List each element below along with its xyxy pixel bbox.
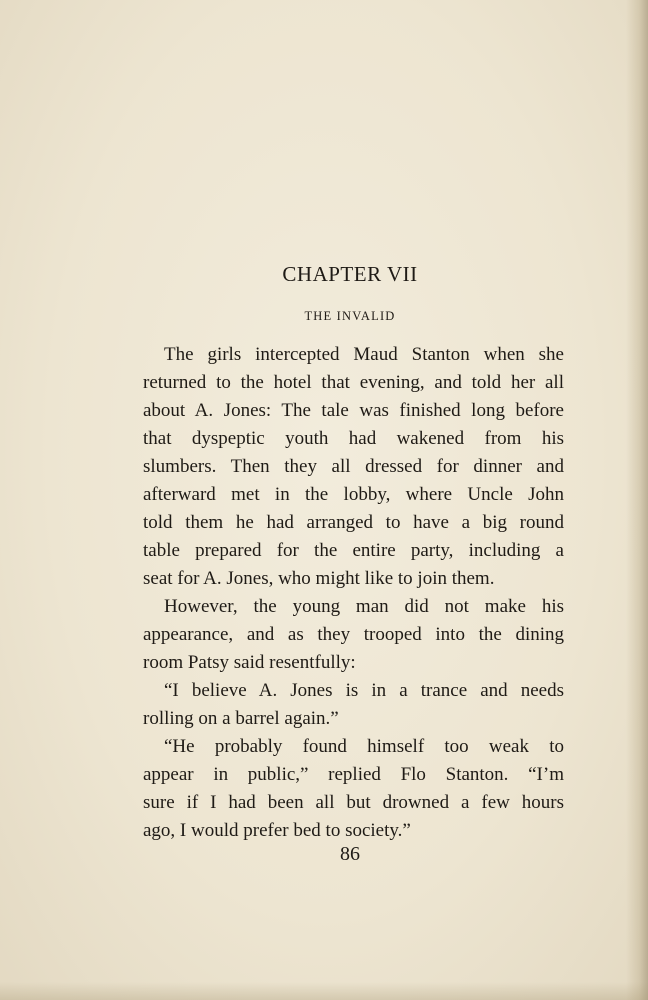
- text-line: rolling on a barrel again.”: [143, 708, 339, 729]
- text-line: However, the young man did not make his: [164, 596, 564, 617]
- text-line: returned to the hotel that evening, and told her all: [143, 372, 564, 393]
- text-line: seat for A. Jones, who might like to join them.: [143, 568, 495, 589]
- chapter-number: CHAPTER VII: [282, 262, 418, 286]
- text-line: sure if I had been all but drowned a few hours: [143, 792, 564, 813]
- page-bottom-shadow: [0, 982, 648, 1000]
- text-line: “I believe A. Jones is in a trance and needs: [164, 680, 564, 701]
- text-line: ago, I would prefer bed to society.”: [143, 820, 411, 841]
- text-line: afterward met in the lobby, where Uncle John: [143, 484, 564, 505]
- chapter-title: THE INVALID: [304, 309, 396, 323]
- body-text: [143, 341, 564, 845]
- page-number: 86: [340, 843, 360, 865]
- text-line: “He probably found himself too weak to: [164, 736, 564, 757]
- text-line: The girls intercepted Maud Stanton when she: [164, 344, 564, 365]
- text-line: table prepared for the entire party, including a: [143, 540, 564, 561]
- text-line: slumbers. Then they all dressed for dinner and: [143, 456, 564, 477]
- text-line: that dyspeptic youth had wakened from his: [143, 428, 564, 449]
- text-line: room Patsy said resentfully:: [143, 652, 356, 673]
- text-line: about A. Jones: The tale was finished long before: [143, 400, 564, 421]
- text-line: appear in public,” replied Flo Stanton. “I’m: [143, 764, 564, 785]
- text-line: told them he had arranged to have a big round: [143, 512, 564, 533]
- text-line: appearance, and as they trooped into the dining: [143, 624, 564, 645]
